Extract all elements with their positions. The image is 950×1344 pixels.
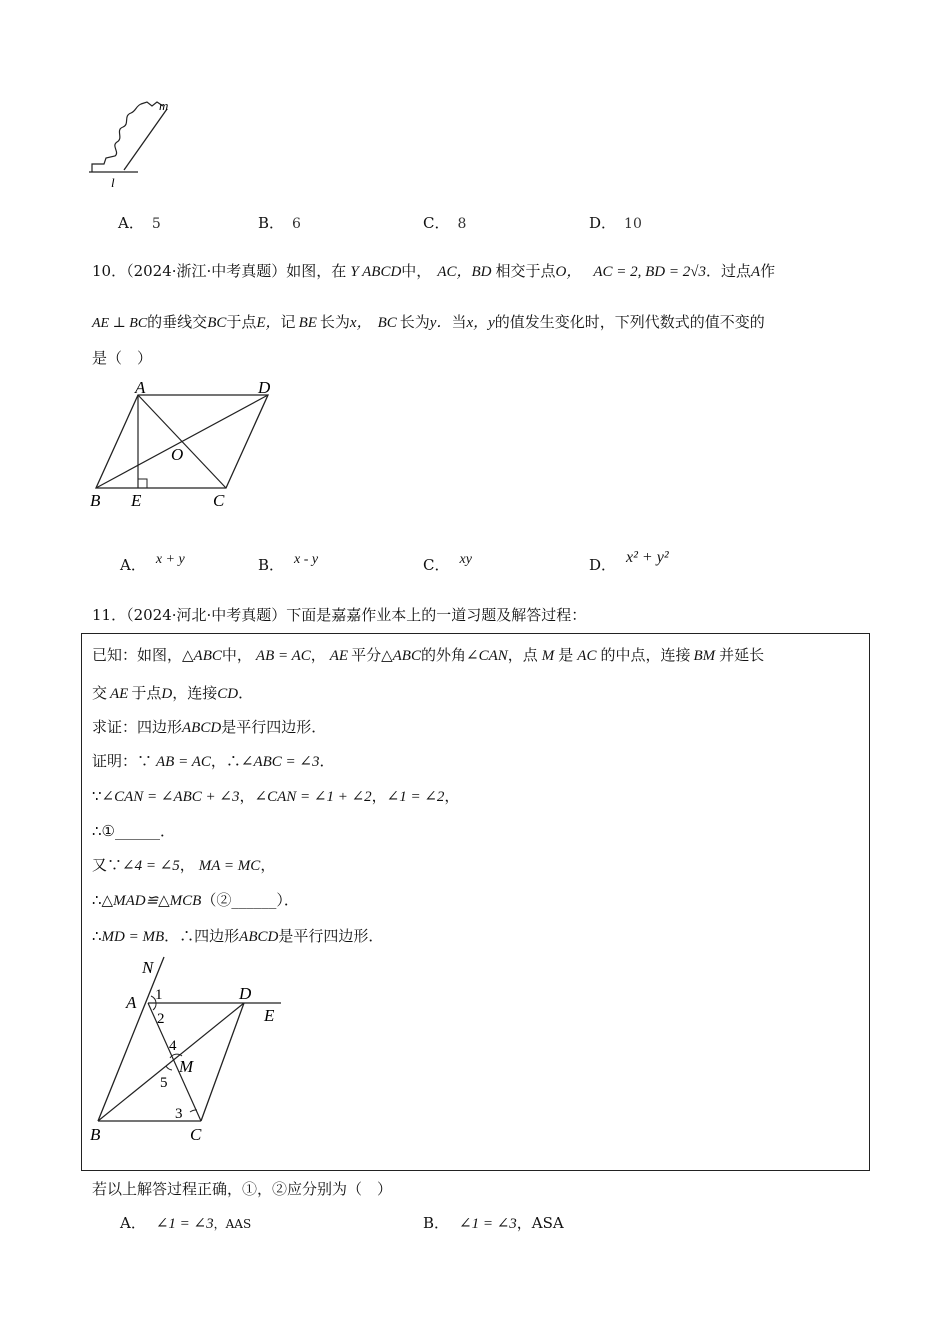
q11-figure <box>86 952 296 1148</box>
q9-label-l: l <box>111 175 115 190</box>
q9-option-c[interactable]: C． 8 <box>423 214 467 232</box>
q11-proof-line1: 证明：∵ AB = AC，∴∠ABC = ∠3． <box>92 752 335 770</box>
q10-stem-line3: 是（ ） <box>92 349 153 367</box>
q11-given-line2: 交 AE 于点D，连接CD． <box>92 684 254 702</box>
q11-option-a[interactable]: A． ∠1 = ∠3，AAS <box>120 1214 252 1232</box>
q10-option-c[interactable]: C． xy <box>423 552 472 574</box>
q11-label-4: 4 <box>169 1038 177 1054</box>
q11-label-2: 2 <box>157 1011 165 1027</box>
q11-label-5: 5 <box>160 1075 168 1091</box>
q9-label-m: m <box>159 98 169 113</box>
q10-stem-line1: 10．（2024·浙江·中考真题）如图，在 Y ABCD中， AC，BD 相交于点O， AC = 2, BD = 2√3．过点A作 <box>92 262 776 280</box>
q11-label-c: C <box>190 1125 202 1144</box>
q11-option-b[interactable]: B． ∠1 = ∠3，ASA <box>423 1214 564 1232</box>
q10-option-b[interactable]: B． x - y <box>258 552 319 574</box>
q9-option-d[interactable]: D． 10 <box>589 214 642 232</box>
q11-label-1: 1 <box>155 987 163 1003</box>
q11-label-n: N <box>142 958 154 977</box>
q11-label-m: M <box>179 1057 194 1076</box>
q10-option-d[interactable]: D． x² + y² <box>589 549 669 574</box>
q11-prove-line: 求证：四边形ABCD是平行四边形． <box>92 718 327 736</box>
q9-option-b[interactable]: B． 6 <box>258 214 301 232</box>
q10-label-a: A <box>135 378 146 397</box>
q10-figure <box>86 376 286 512</box>
q11-proof-line2: ∵∠CAN = ∠ABC + ∠3，∠CAN = ∠1 + ∠2，∠1 = ∠2， <box>92 787 460 805</box>
q10-stem-line2: AE ⊥ BC的垂线交BC于点E，记 BE 长为x， BC 长为y．当x，y的值发生变化时，下列代数式的值不变的 <box>92 313 765 331</box>
q10-label-b: B <box>90 491 101 510</box>
q11-title: 11．（2024·河北·中考真题）下面是嘉嘉作业本上的一道习题及解答过程： <box>92 606 587 624</box>
q10-option-a[interactable]: A． x + y <box>120 552 185 574</box>
q11-proof-line3-blank1: ∴①______． <box>92 822 175 840</box>
q11-label-b: B <box>90 1125 101 1144</box>
q11-proof-line5-blank2: ∴△MAD≌△MCB（②______）． <box>92 891 299 909</box>
q11-given-line1: 已知：如图，△ABC中， AB = AC， AE 平分△ABC的外角∠CAN，点 M 是 AC 的中点，连接 BM 并延长 <box>92 646 765 664</box>
q10-label-e: E <box>131 491 142 510</box>
q11-question: 若以上解答过程正确，①，②应分别为（ ） <box>92 1180 393 1198</box>
q10-label-o: O <box>171 445 184 464</box>
q9-option-a[interactable]: A． 5 <box>118 214 161 232</box>
q9-figure <box>84 96 184 196</box>
q11-label-3: 3 <box>175 1106 183 1122</box>
q11-proof-line4: 又∵∠4 = ∠5， MA = MC， <box>92 856 276 874</box>
q10-label-c: C <box>213 491 225 510</box>
q11-label-d: D <box>239 984 252 1003</box>
q10-label-d: D <box>258 378 271 397</box>
q11-proof-line6: ∴MD = MB．∴四边形ABCD是平行四边形． <box>92 927 384 945</box>
q11-label-a: A <box>126 993 137 1012</box>
q11-label-e: E <box>264 1006 275 1025</box>
